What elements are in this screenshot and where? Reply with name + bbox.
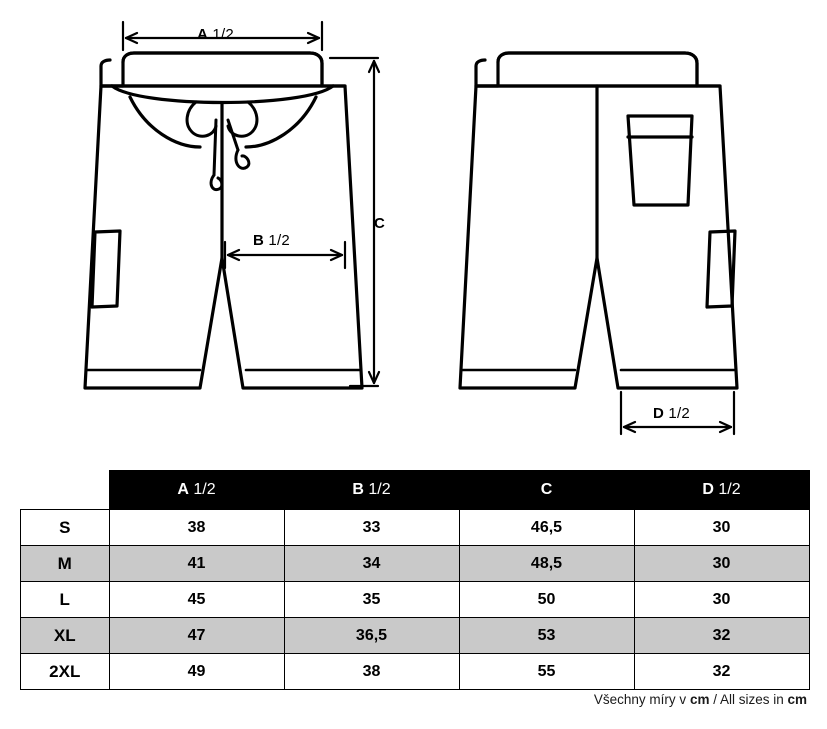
size-table-head [21, 471, 810, 510]
row-value-a: 47 [109, 618, 284, 654]
row-value-a: 38 [109, 510, 284, 546]
dimension-letter-d: D [653, 405, 665, 422]
footnote-middle: / All sizes in [709, 692, 788, 707]
table-header-c-letter: C [540, 481, 553, 498]
row-value-d: 32 [634, 618, 809, 654]
table-header-b-letter: B [352, 481, 364, 498]
dimension-suffix-b: 1/2 [264, 232, 290, 249]
row-value-d: 30 [634, 546, 809, 582]
table-header-d [634, 471, 809, 510]
row-size-label: 2XL [21, 654, 110, 690]
table-header-row [21, 471, 810, 510]
row-size-label: XL [21, 618, 110, 654]
row-value-b: 38 [284, 654, 459, 690]
dimension-suffix-d: 1/2 [664, 405, 690, 422]
row-value-c: 53 [459, 618, 634, 654]
table-header-d-suffix: 1/2 [713, 481, 741, 498]
row-value-d: 32 [634, 654, 809, 690]
dimension-label-d [653, 405, 690, 422]
table-header-c [459, 471, 634, 510]
row-size-label: M [21, 546, 110, 582]
row-size-label: S [21, 510, 110, 546]
table-header-d-letter: D [702, 481, 714, 498]
dimension-suffix-a: 1/2 [208, 26, 234, 43]
table-row [21, 546, 810, 582]
row-value-a: 41 [109, 546, 284, 582]
row-value-b: 33 [284, 510, 459, 546]
row-value-c: 50 [459, 582, 634, 618]
dimension-label-c [374, 215, 385, 232]
dimension-letter-b: B [253, 232, 265, 249]
table-corner-cell [21, 471, 110, 510]
size-table-body [21, 510, 810, 690]
row-value-b: 35 [284, 582, 459, 618]
row-value-d: 30 [634, 582, 809, 618]
row-value-a: 45 [109, 582, 284, 618]
dimension-letter-c: C [374, 215, 386, 232]
dimension-label-a [197, 26, 234, 43]
row-value-b: 34 [284, 546, 459, 582]
table-row [21, 510, 810, 546]
footnote-unit-en: cm [787, 692, 807, 707]
table-row [21, 582, 810, 618]
dimension-label-b [253, 232, 290, 249]
row-size-label: L [21, 582, 110, 618]
units-footnote [594, 692, 807, 707]
row-value-a: 49 [109, 654, 284, 690]
footnote-unit-cs: cm [689, 692, 710, 707]
row-value-c: 55 [459, 654, 634, 690]
footnote-prefix: Všechny míry v [593, 692, 690, 707]
row-value-c: 46,5 [459, 510, 634, 546]
table-header-a-letter: A [177, 481, 189, 498]
table-header-a [109, 471, 284, 510]
dimension-letter-a: A [197, 26, 209, 43]
row-value-c: 48,5 [459, 546, 634, 582]
dimension-lines [123, 22, 734, 434]
table-row [21, 618, 810, 654]
table-row [21, 654, 810, 690]
shorts-back-view [460, 53, 737, 388]
shorts-front-view [85, 53, 362, 388]
row-value-d: 30 [634, 510, 809, 546]
size-table [20, 470, 810, 690]
table-header-b-suffix: 1/2 [363, 481, 391, 498]
table-header-a-suffix: 1/2 [188, 481, 216, 498]
table-header-b [284, 471, 459, 510]
row-value-b: 36,5 [284, 618, 459, 654]
